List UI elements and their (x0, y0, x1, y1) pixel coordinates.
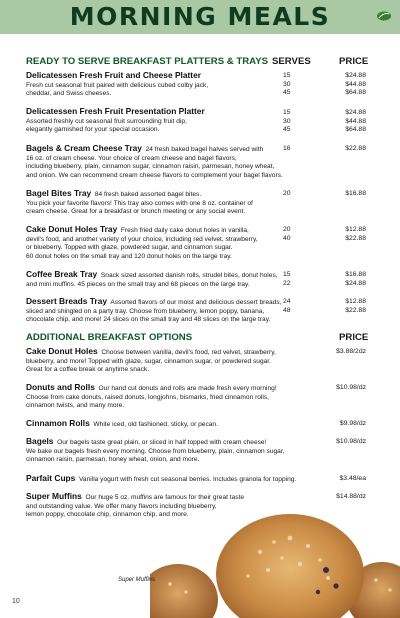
serves-cell (283, 271, 303, 288)
item-name: Cake Donut Holes Tray (26, 224, 118, 234)
serves-value: 22 (283, 279, 291, 287)
muffins-photo (150, 512, 400, 618)
serves-value: 48 (283, 306, 291, 314)
item-desc-line: elegantly garnished for your special occasion. (26, 126, 160, 134)
price-value: $44.88 (345, 117, 366, 125)
item-name: Cinnamon Rolls (26, 418, 90, 428)
price-cell (306, 226, 366, 243)
price-cell (306, 298, 366, 315)
price-cell (306, 72, 366, 98)
serves-value: 20 (283, 226, 291, 233)
item-inline-desc: Choose between vanilla, devil's food, red velvet, strawberry, (101, 349, 276, 356)
serves-value: 15 (283, 271, 291, 278)
item-desc-line: and outstanding value. We offer many flavors including blueberry, (26, 502, 217, 510)
item-name: Donuts and Rolls (26, 382, 95, 392)
item-desc-line: or blueberry. Topped with glaze, powdered sugar, and cinnamon sugar. (26, 244, 233, 252)
item-inline-desc: Our huge 5 oz. muffins are famous for their great taste (85, 494, 245, 501)
serves-cell (283, 72, 303, 98)
item-desc-line: 60 donut holes on the small tray and 120 donut holes on the large tray. (26, 252, 232, 260)
price-value: $44.88 (345, 80, 366, 88)
serves-cell (283, 109, 303, 135)
item-desc-line: cheddar, and Swiss cheeses. (26, 90, 112, 98)
serves-column-header: SERVES (272, 56, 311, 67)
item-desc-line: 16 oz. of cream cheese. Your choice of cream cheese and bagel flavors, (26, 154, 237, 162)
price-cell (306, 271, 366, 288)
serves-value: 45 (283, 89, 291, 97)
item-desc-line: and onion. We can recommend cream cheese flavors to complement your bagel flavors. (26, 171, 283, 179)
item-desc-line: and mini muffins. 45 pieces on the small tray and 68 pieces on the large tray. (26, 280, 250, 288)
item-name: Bagels (26, 436, 54, 446)
serves-value: 15 (283, 109, 291, 116)
section-heading-platters: READY TO SERVE BREAKFAST PLATTERS & TRAYS (26, 56, 269, 67)
price-cell: $10.98/dz (336, 438, 366, 445)
price-cell (306, 109, 366, 135)
item-name: Parfait Cups (26, 473, 76, 483)
item-desc-line: Great for a coffee break or anytime snack. (26, 366, 150, 374)
price-cell: $10.98/dz (336, 384, 366, 391)
price-value: $24.88 (345, 72, 366, 79)
price-value: $64.88 (345, 89, 366, 97)
price-value: $16.88 (345, 271, 366, 278)
item-inline-desc: Our hand cut donuts and rolls are made fresh every morning! (98, 385, 277, 392)
item-desc-line: devil's food, and another variety of your choice, including red velvet, strawberry, (26, 235, 258, 243)
price-cell: $3.88/2dz (336, 348, 366, 355)
item-desc-line: Fresh cut seasonal fruit paired with delicious cubed colby jack, (26, 81, 209, 89)
item-desc-line: You pick your favorite flavors! This tray also comes with one 8 oz. container of (26, 199, 253, 207)
item-desc-line: cream cheese. Great for a breakfast or brunch meeting or any social event. (26, 208, 246, 216)
item-desc-line: chocolate chip, and more! 24 slices on the small tray and 48 slices on the large tray. (26, 316, 271, 324)
serves-cell (283, 226, 303, 243)
item-desc-line: Choose from cake donuts, raised donuts, longjohns, bismarks, fried cinnamon rolls, (26, 393, 269, 401)
price-value: $12.88 (345, 298, 366, 305)
serves-value: 45 (283, 126, 291, 134)
serves-cell (283, 145, 303, 154)
item-desc-line: cinnamon raisin, parmesan, honey wheat, onion, and more. (26, 456, 200, 464)
item-inline-desc: Fresh fried daily cake donut holes in vanilla, (120, 227, 249, 234)
serves-value: 30 (283, 117, 291, 125)
price-value: $22.88 (345, 145, 366, 152)
item-name: Coffee Break Tray (26, 269, 98, 279)
serves-value: 40 (283, 234, 291, 242)
price-cell (306, 190, 366, 199)
price-cell (306, 145, 366, 154)
serves-value: 16 (283, 145, 291, 152)
item-name: Delicatessen Fresh Fruit Presentation Platter (26, 106, 205, 116)
item-desc-line: including blueberry, plain, cinnamon sugar, cinnamon raisin, parmesan, honey wheat, (26, 163, 275, 171)
price-column-header: PRICE (339, 56, 369, 67)
price-value: $12.88 (345, 226, 366, 233)
photo-caption: Super Muffins (118, 577, 156, 583)
page-title: MORNING MEALS (69, 2, 331, 31)
item-inline-desc: Our bagels taste great plain, or sliced in half topped with cream cheese! (57, 439, 267, 446)
item-name: Bagel Bites Tray (26, 188, 92, 198)
item-desc-line: Assorted freshly cut seasonal fruit surrounding fruit dip, (26, 117, 187, 125)
price-value: $24.88 (345, 279, 366, 287)
item-inline-desc: Assorted flavors of our moist and delicious dessert breads, (110, 299, 282, 306)
item-name: Cake Donut Holes (26, 346, 98, 356)
serves-value: 15 (283, 72, 291, 79)
section-heading-options: ADDITIONAL BREAKFAST OPTIONS (26, 332, 193, 343)
item-desc-line: cinnamon twists, and many more. (26, 402, 125, 410)
price-value: $22.88 (345, 306, 366, 314)
serves-cell (283, 298, 303, 315)
price-cell: $9.98/dz (339, 420, 366, 427)
serves-value: 20 (283, 190, 291, 197)
page-number: 10 (12, 598, 20, 605)
leaf-logo-icon (376, 10, 392, 22)
item-inline-desc: White iced, old fashioned, sticky, or pecan. (93, 421, 218, 428)
item-inline-desc: 24 fresh baked bagel halves served with (145, 146, 264, 153)
item-desc-line: lemon poppy, chocolate chip, cinnamon chip, and more. (26, 511, 189, 519)
serves-value: 30 (283, 80, 291, 88)
price-cell: $3.48/ea (339, 475, 366, 482)
price-value: $22.88 (345, 234, 366, 242)
item-name: Bagels & Cream Cheese Tray (26, 143, 142, 153)
price-value: $16.88 (345, 190, 366, 197)
price-column-header: PRICE (339, 332, 369, 343)
item-desc-line: sliced and shingled on a party tray. Choose from blueberry, lemon poppy, banana, (26, 307, 265, 315)
item-desc-line: We bake our bagels fresh every morning. Choose from blueberry, plain, cinnamon sugar, (26, 447, 285, 455)
serves-cell (283, 190, 303, 199)
item-name: Super Muffins (26, 491, 82, 501)
item-inline-desc: 84 fresh baked assorted bagel bites. (94, 191, 202, 198)
item-name: Delicatessen Fresh Fruit and Cheese Platter (26, 70, 202, 80)
item-desc-line: blueberry, and more! Topped with glaze, sugar, cinnamon sugar, or powdered sugar. (26, 357, 271, 365)
item-inline-desc: Vanilla yogurt with fresh cut seasonal berries. Includes granola for topping. (79, 476, 297, 483)
price-value: $24.88 (345, 109, 366, 116)
serves-value: 24 (283, 298, 291, 305)
item-name: Dessert Breads Tray (26, 296, 108, 306)
price-cell: $14.88/dz (336, 493, 366, 500)
item-inline-desc: Snack sized assorted danish rolls, strudel bites, donut holes, (100, 272, 278, 279)
price-value: $64.88 (345, 126, 366, 134)
